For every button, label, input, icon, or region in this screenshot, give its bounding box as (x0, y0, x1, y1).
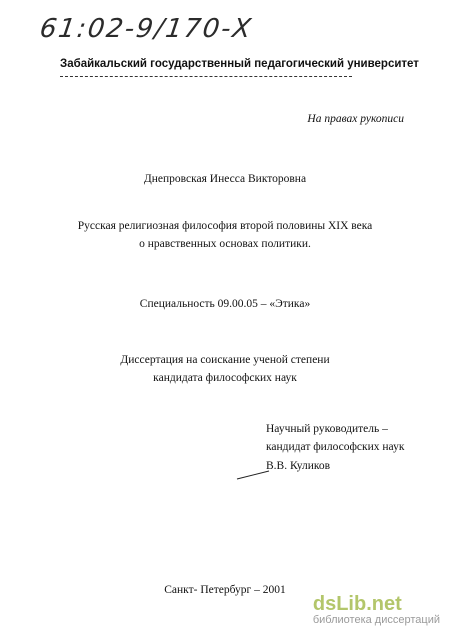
thesis-title-line-2: о нравственных основах политики. (139, 238, 311, 250)
watermark-logo: dsLib.net (312, 593, 402, 615)
supervisor-name: В.В. Куликов (266, 460, 331, 472)
dashed-divider (60, 76, 352, 77)
signature-mark (236, 467, 270, 481)
watermark-subtitle: библиотека диссертаций (312, 614, 440, 626)
dissertation-line-2: кандидата философских наук (153, 372, 297, 384)
supervisor-degree: кандидат философских наук (266, 441, 405, 453)
supervisor-role: Научный руководитель – (266, 423, 388, 435)
rights-notice: На правах рукописи (307, 113, 404, 125)
thesis-title-line-1: Русская религиозная философия второй половины XIX века (77, 220, 373, 232)
city-year: Санкт- Петербург – 2001 (164, 584, 286, 596)
handwritten-code: 61:02-9/170-Х (37, 14, 255, 44)
university-name: Забайкальский государственный педагогический университет (60, 58, 419, 70)
dissertation-line-1: Диссертация на соискание ученой степени (120, 354, 330, 366)
author-name: Днепровская Инесса Викторовна (143, 173, 307, 185)
specialty: Специальность 09.00.05 – «Этика» (139, 298, 311, 310)
watermark (313, 594, 440, 627)
